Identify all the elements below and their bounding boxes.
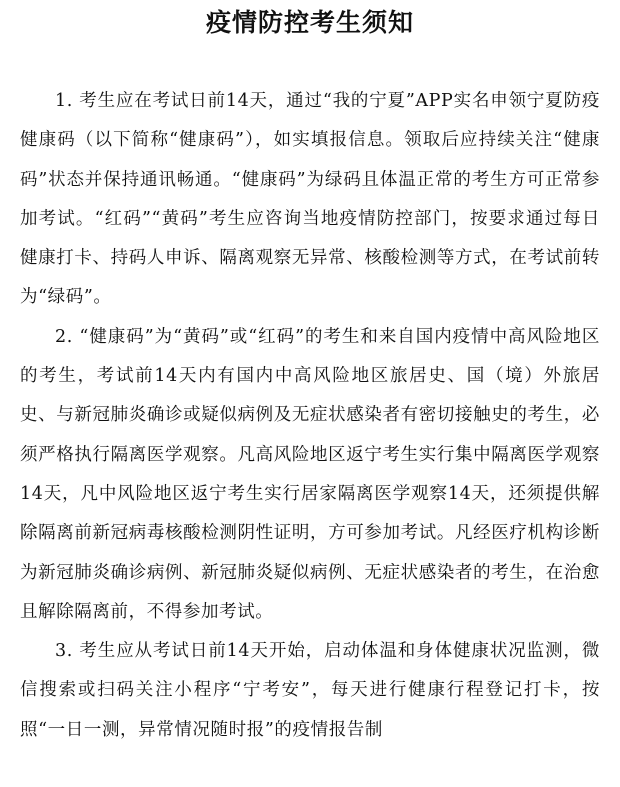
document-body — [20, 82, 600, 750]
paragraph-2: 2. “健康码”为“黄码”或“红码”的考生和来自国内疫情中高风险地区的考生，考试前14天内有国内中高风险地区旅居史、国（境）外旅居史、与新冠肺炎确诊或疑似病例及无症状感染者有密切接触史的考生，必须严格执行隔离医学观察。凡高风险地区返宁考生实行集中隔离医学观察14天，凡中风险地区返宁考生实行居家隔离医学观察14天，还须提供解除隔离前新冠病毒核酸检测阴性证明，方可参加考试。凡经医疗机构诊断为新冠肺炎确诊病例、新冠肺炎疑似病例、无症状感染者的考生，在治愈且解除隔离前，不得参加考试。 — [20, 326, 600, 622]
page-title: 疫情防控考生须知 — [205, 8, 414, 37]
paragraph-1: 1. 考生应在考试日前14天，通过“我的宁夏”APP实名申领宁夏防疫健康码（以下简称“健康码”），如实填报信息。领取后应持续关注“健康码”状态并保持通讯畅通。“健康码”为绿码且体温正常的考生方可正常参加考试。“红码”“黄码”考生应咨询当地疫情防控部门，按要求通过每日健康打卡、持码人申诉、隔离观察无异常、核酸检测等方式，在考试前转为“绿码”。 — [20, 91, 600, 308]
paragraph-3: 3. 考生应从考试日前14天开始，启动体温和身体健康状况监测，微信搜索或扫码关注小程序“宁考安”，每天进行健康行程登记打卡，按照“一日一测，异常情况随时报”的疫情报告制 — [20, 641, 600, 740]
